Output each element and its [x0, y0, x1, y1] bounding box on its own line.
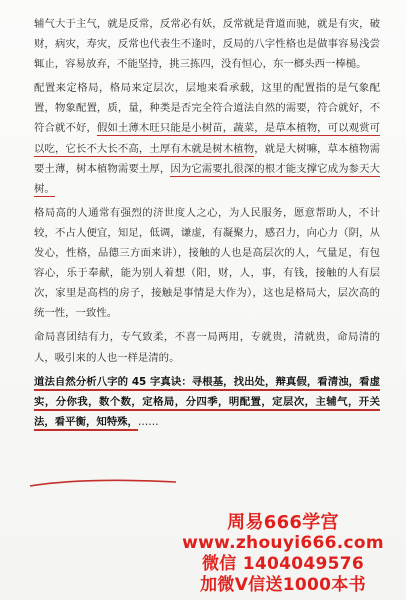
text-segment: 命局喜团结有力，专气致柔，不喜一局两用，专就贵，清就贵，命局清的人，吸引来的人也一样是清的。 [34, 331, 380, 364]
text-segment: 配置来定格局，格局来定层次，层地来看承载，这里的配置指的是气象配置，物象配置，质，量，种类是否完全符合道法自然的需要，符合就好，不符合就不好， [34, 82, 380, 135]
watermark [168, 512, 398, 596]
watermark-line-promo: 加微V信送1000本书 [200, 575, 366, 595]
paragraph-5 [34, 372, 380, 432]
text-segment: 辅气大于主气，就是反常，反常必有妖，反常就是背道而驰，就是有灾，破财，病灾，寿灾，反常也代表生不逢时，反局的八字性格也是做事容易浅尝辄止，容易放弃，不能坚持，挑三拣四，没有恒心，东一榔头西一棒槌。 [34, 18, 380, 71]
paragraph-3 [34, 203, 380, 324]
text-segment: 格局高的人通常有强烈的济世度人之心，为人民服务，愿意帮助人，不计较，不占人便宜，知足，低调，谦虚，有凝聚力，感召力，向心力（阴，从发心，性格，品德三方面来讲），接触的人也是高层次的人，气量足，有包容心，乐于奉献，能为别人着想（阳，财，人，事，有钱，接触的人有层次，家里是高档的房子，接触是事情是大作为），这也是格局大，层次高的统一性，一致性。 [34, 206, 380, 320]
watermark-line-url: www.zhouyi666.com [182, 533, 384, 553]
text-segment: 道法自然分析八字的 45 字真诀：寻根基，找出处，辩真假，看清浊，看虚实，分你我，数个数，定格局，分四季，明配置，定层次，主辅气，开关法，看平衡，知特殊， [34, 376, 380, 431]
bold-text [34, 376, 380, 431]
text-segment: ，就是大树嘛，草本植物需要土薄，树本植物需要土厚， [34, 142, 381, 175]
paragraph-1 [34, 14, 380, 74]
watermark-line-wechat: 微信 1404049576 [201, 554, 365, 574]
text-segment: 因为它需要扎很深的根才能支撑它成为参天大树。 [34, 162, 381, 195]
document-body [34, 14, 380, 436]
paragraph-4 [34, 327, 380, 367]
red-pen-stroke [28, 476, 178, 492]
text-segment: …… [137, 415, 159, 428]
text-segment: 假如土薄木旺只能是小树苗，蔬菜，是草本植物，可以观赏可以吃，它长不大长不高，土厚有木就是树木植物 [34, 122, 381, 155]
watermark-line-title: 周易666学宫 [227, 512, 339, 533]
paragraph-2 [34, 78, 380, 199]
